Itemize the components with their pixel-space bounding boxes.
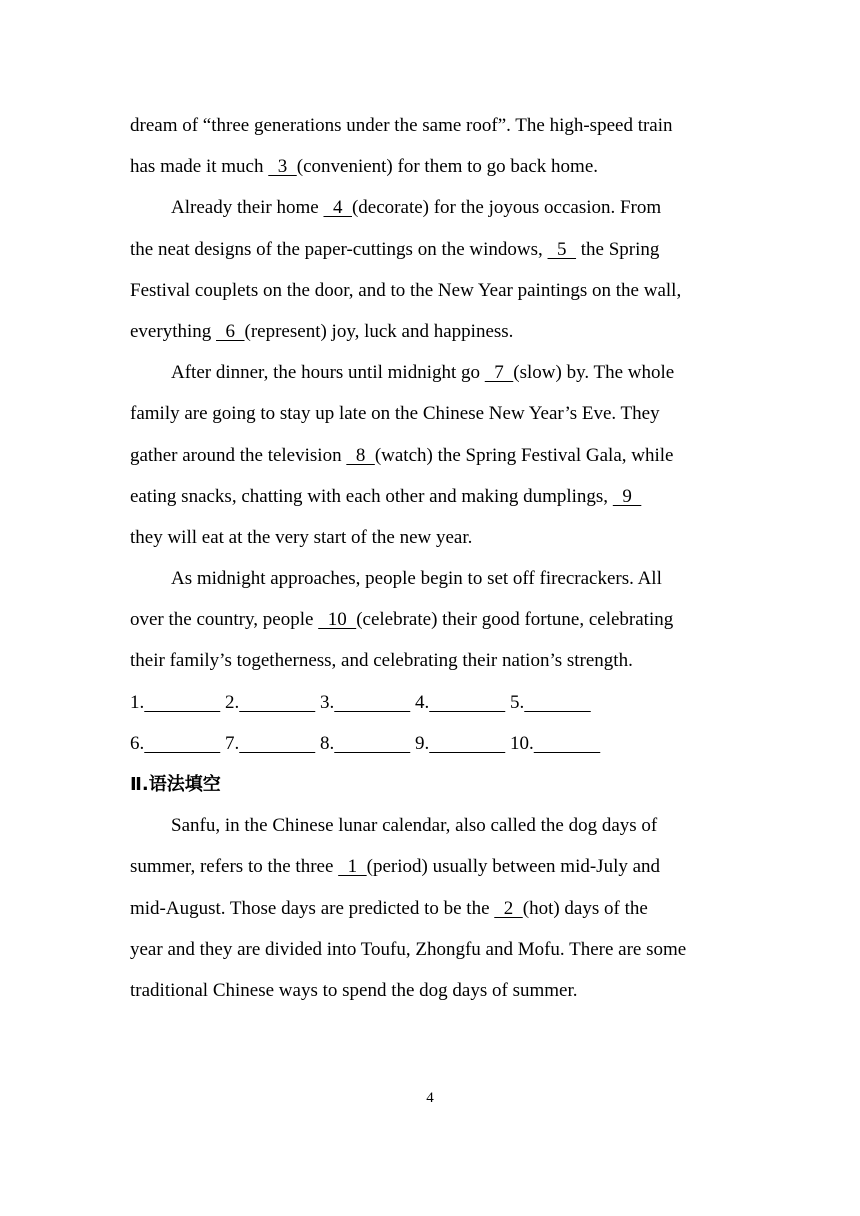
passage-line [130,640,735,681]
answer-line [144,723,220,764]
line-text: over the country, people [130,609,319,631]
answer-blank-10: 10 [318,609,357,631]
line-text: everything [130,320,217,342]
line-text: (represent) joy, luck and happiness. [244,320,514,342]
answer-line [239,682,315,723]
answer-line [534,723,601,764]
line-text: (convenient) for them to go back home. [296,156,599,178]
passage-line [130,187,735,228]
passage-line [130,352,735,393]
page-number: 4 [426,1090,434,1106]
line-text: traditional Chinese ways to spend the dog days of summer. [130,979,578,1001]
answer-number: 3. [320,691,335,713]
line-text: eating snacks, chatting with each other and making dumplings, [130,485,613,507]
passage-line [130,929,735,970]
answer-line [334,682,410,723]
page-content [130,105,735,1011]
section-heading: Ⅱ.语法填空 [130,774,221,795]
passage-line [130,105,735,146]
line-text: their family’s togetherness, and celebrating their nation’s strength. [130,650,633,672]
answer-line [334,723,410,764]
passage-line [130,311,735,352]
line-text: (celebrate) their good fortune, celebrating [356,609,674,631]
passage-1 [130,105,735,682]
answer-sheet [130,682,735,764]
answer-number: 7. [225,732,240,754]
answer-blank-8: 8 [346,444,375,466]
answer-line [239,723,315,764]
passage-line [130,846,735,887]
passage-line [130,270,735,311]
line-text: gather around the television [130,444,347,466]
answer-blank-7: 7 [484,362,514,384]
answer-line [144,682,220,723]
answer-number: 5. [510,691,525,713]
answer-number: 4. [415,691,430,713]
answer-line [524,682,591,723]
line-text: Already their home [171,197,324,219]
answer-row [130,723,735,764]
line-text: (slow) by. The whole [513,362,675,384]
line-text: they will eat at the very start of the new year. [130,526,473,548]
passage-line [130,229,735,270]
line-text: Festival couplets on the door, and to the New Year paintings on the wall, [130,279,682,301]
passage-line [130,805,735,846]
line-text: Sanfu, in the Chinese lunar calendar, also called the dog days of [171,815,658,837]
passage-line [130,393,735,434]
passage-line [130,435,735,476]
answer-blank-2: 2 [494,897,523,919]
answer-blank-1: 1 [338,856,367,878]
line-text: (watch) the Spring Festival Gala, while [374,444,674,466]
line-text: After dinner, the hours until midnight go [171,362,485,384]
answer-number: 1. [130,691,145,713]
answer-number: 10. [510,732,534,754]
line-text: has made it much [130,156,269,178]
answer-number: 6. [130,732,145,754]
answer-blank-5: 5 [547,238,577,260]
answer-blank-9: 9 [612,485,642,507]
passage-line [130,517,735,558]
passage-line [130,599,735,640]
line-text: As midnight approaches, people begin to set off firecrackers. All [171,568,662,590]
answer-blank-6: 6 [216,320,245,342]
passage-line [130,888,735,929]
passage-line [130,558,735,599]
answer-line [429,723,505,764]
answer-blank-3: 3 [268,156,297,178]
passage-2 [130,805,735,1011]
answer-number: 9. [415,732,430,754]
passage-line [130,146,735,187]
answer-blank-4: 4 [323,197,352,219]
passage-line [130,970,735,1011]
answer-number: 8. [320,732,335,754]
answer-row [130,682,735,723]
line-text: mid-August. Those days are predicted to be the [130,897,495,919]
line-text: dream of “three generations under the same roof”. The high-speed train [130,115,673,136]
line-text: summer, refers to the three [130,856,339,878]
line-text: the neat designs of the paper-cuttings on the windows, [130,238,548,260]
answer-number: 2. [225,691,240,713]
line-text: (decorate) for the joyous occasion. From [351,197,662,219]
passage-line [130,476,735,517]
line-text: year and they are divided into Toufu, Zhongfu and Mofu. There are some [130,938,687,960]
line-text: (period) usually between mid-July and [366,856,661,878]
answer-line [429,682,505,723]
line-text: the Spring [576,238,660,260]
line-text: (hot) days of the [522,897,648,919]
line-text: family are going to stay up late on the Chinese New Year’s Eve. They [130,403,660,425]
